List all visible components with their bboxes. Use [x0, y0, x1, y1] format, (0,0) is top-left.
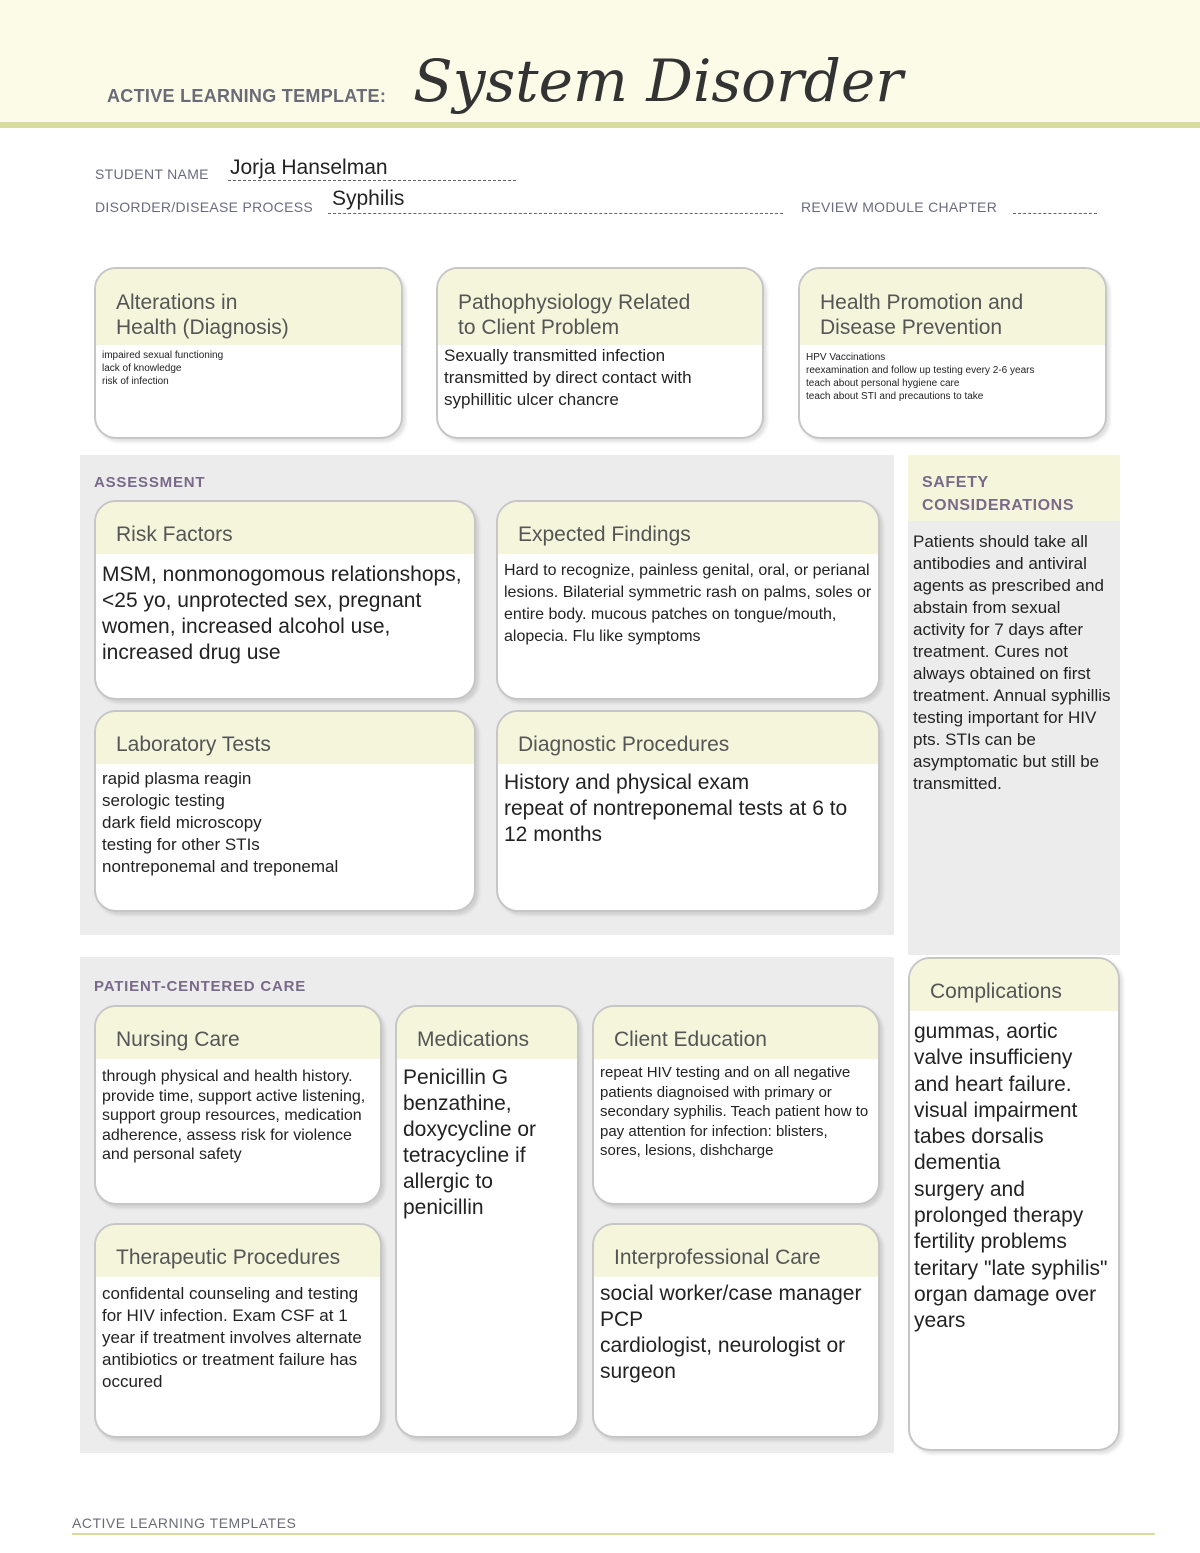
health-promotion-box: [798, 267, 1107, 439]
alterations-box: [94, 267, 403, 439]
laboratory-tests-title: Laboratory Tests: [96, 712, 474, 764]
disorder-label: DISORDER/DISEASE PROCESS: [95, 199, 314, 215]
client-education-title: Client Education: [594, 1007, 878, 1059]
template-title: System Disorder: [413, 47, 903, 115]
nursing-care-title: Nursing Care: [96, 1007, 380, 1059]
header-rule: [0, 122, 1200, 128]
pathophysiology-title: Pathophysiology Related to Client Problem: [438, 269, 762, 345]
diagnostic-procedures-body[interactable]: History and physical exam repeat of nontreponemal tests at 6 to 12 months: [504, 771, 848, 846]
health-promotion-body[interactable]: HPV Vaccinations reexamination and follow up testing every 2-6 years teach about personal hygiene care teach about STI and precautions to take: [806, 352, 1035, 402]
pathophysiology-box: [436, 267, 764, 439]
nursing-care-box: [94, 1005, 382, 1205]
nursing-care-body[interactable]: through physical and health history. provide time, support active listening, support group resources, medication adherence, assess risk for violence and personal safety: [102, 1068, 366, 1163]
laboratory-tests-body[interactable]: rapid plasma reagin serologic testing dark field microscopy testing for other STIs nontreponemal and treponemal: [102, 769, 339, 876]
health-promotion-title: Health Promotion and Disease Prevention: [800, 269, 1105, 345]
interprofessional-care-body[interactable]: social worker/case manager PCP cardiologist, neurologist or surgeon: [600, 1282, 862, 1383]
disorder-line: [328, 213, 783, 214]
risk-factors-box: [94, 500, 476, 700]
footer-label: ACTIVE LEARNING TEMPLATES: [72, 1515, 297, 1531]
safety-title: SAFETY CONSIDERATIONS: [908, 455, 1120, 521]
client-education-box: [592, 1005, 880, 1205]
risk-factors-title: Risk Factors: [96, 502, 474, 554]
alterations-body[interactable]: impaired sexual functioning lack of knowledge risk of infection: [102, 350, 224, 387]
student-name-line: [228, 180, 516, 181]
medications-body[interactable]: Penicillin G benzathine, doxycycline or tetracycline if allergic to penicillin: [403, 1066, 537, 1219]
therapeutic-procedures-box: [94, 1223, 382, 1438]
pathophysiology-body[interactable]: Sexually transmitted infection transmitted by direct contact with syphillitic ulcer chancre: [444, 346, 692, 409]
diagnostic-procedures-title: Diagnostic Procedures: [498, 712, 878, 764]
footer-rule: [72, 1533, 1155, 1535]
therapeutic-procedures-body[interactable]: confidental counseling and testing for HIV infection. Exam CSF at 1 year if treatment involves alternate antibiotics or treatment failure has occured: [102, 1284, 362, 1391]
complications-box: [908, 957, 1120, 1451]
review-module-line[interactable]: [1013, 213, 1097, 214]
expected-findings-box: [496, 500, 880, 700]
medications-title: Medications: [397, 1007, 577, 1059]
expected-findings-title: Expected Findings: [498, 502, 878, 554]
complications-title: Complications: [910, 959, 1118, 1011]
diagnostic-procedures-box: [496, 710, 880, 912]
complications-body[interactable]: gummas, aortic valve insufficieny and heart failure. visual impairment tabes dorsalis dementia surgery and prolonged therapy fertility problems teritary "late syphilis" organ damage over years: [914, 1020, 1108, 1333]
assessment-title: ASSESSMENT: [94, 474, 206, 491]
interprofessional-care-title: Interprofessional Care: [594, 1225, 878, 1277]
patient-centered-care-title: PATIENT-CENTERED CARE: [94, 978, 307, 995]
laboratory-tests-box: [94, 710, 476, 912]
interprofessional-care-box: [592, 1223, 880, 1438]
review-module-label: REVIEW MODULE CHAPTER: [801, 199, 998, 215]
risk-factors-body[interactable]: MSM, nonmonogomous relationshops, <25 yo, unprotected sex, pregnant women, increased alcohol use, increased drug use: [102, 563, 462, 664]
student-name-label: STUDENT NAME: [95, 166, 209, 182]
safety-body[interactable]: Patients should take all antibodies and antiviral agents as prescribed and abstain from sexual activity for 7 days after treatment. Cures not always obtained on first treatment. Annual syphillis testing important for HIV pts. STIs can be asymptomatic but still be transmitted.: [913, 532, 1111, 793]
medications-box: [395, 1005, 579, 1438]
client-education-body[interactable]: repeat HIV testing and on all negative patients diagnoised with primary or secondary syphilis. Teach patient how to pay attention for infection: blisters, sores, lesions, dishcharge: [600, 1064, 869, 1159]
student-name-value[interactable]: Jorja Hanselman: [230, 156, 388, 179]
therapeutic-procedures-title: Therapeutic Procedures: [96, 1225, 380, 1277]
disorder-value[interactable]: Syphilis: [332, 187, 405, 210]
alterations-title: Alterations in Health (Diagnosis): [96, 269, 401, 345]
expected-findings-body[interactable]: Hard to recognize, painless genital, oral, or perianal lesions. Bilaterial symmetric rash on palms, soles or entire body. mucous patches on tongue/mouth, alopecia. Flu like symptoms: [504, 562, 872, 645]
template-label: ACTIVE LEARNING TEMPLATE:: [107, 86, 387, 106]
